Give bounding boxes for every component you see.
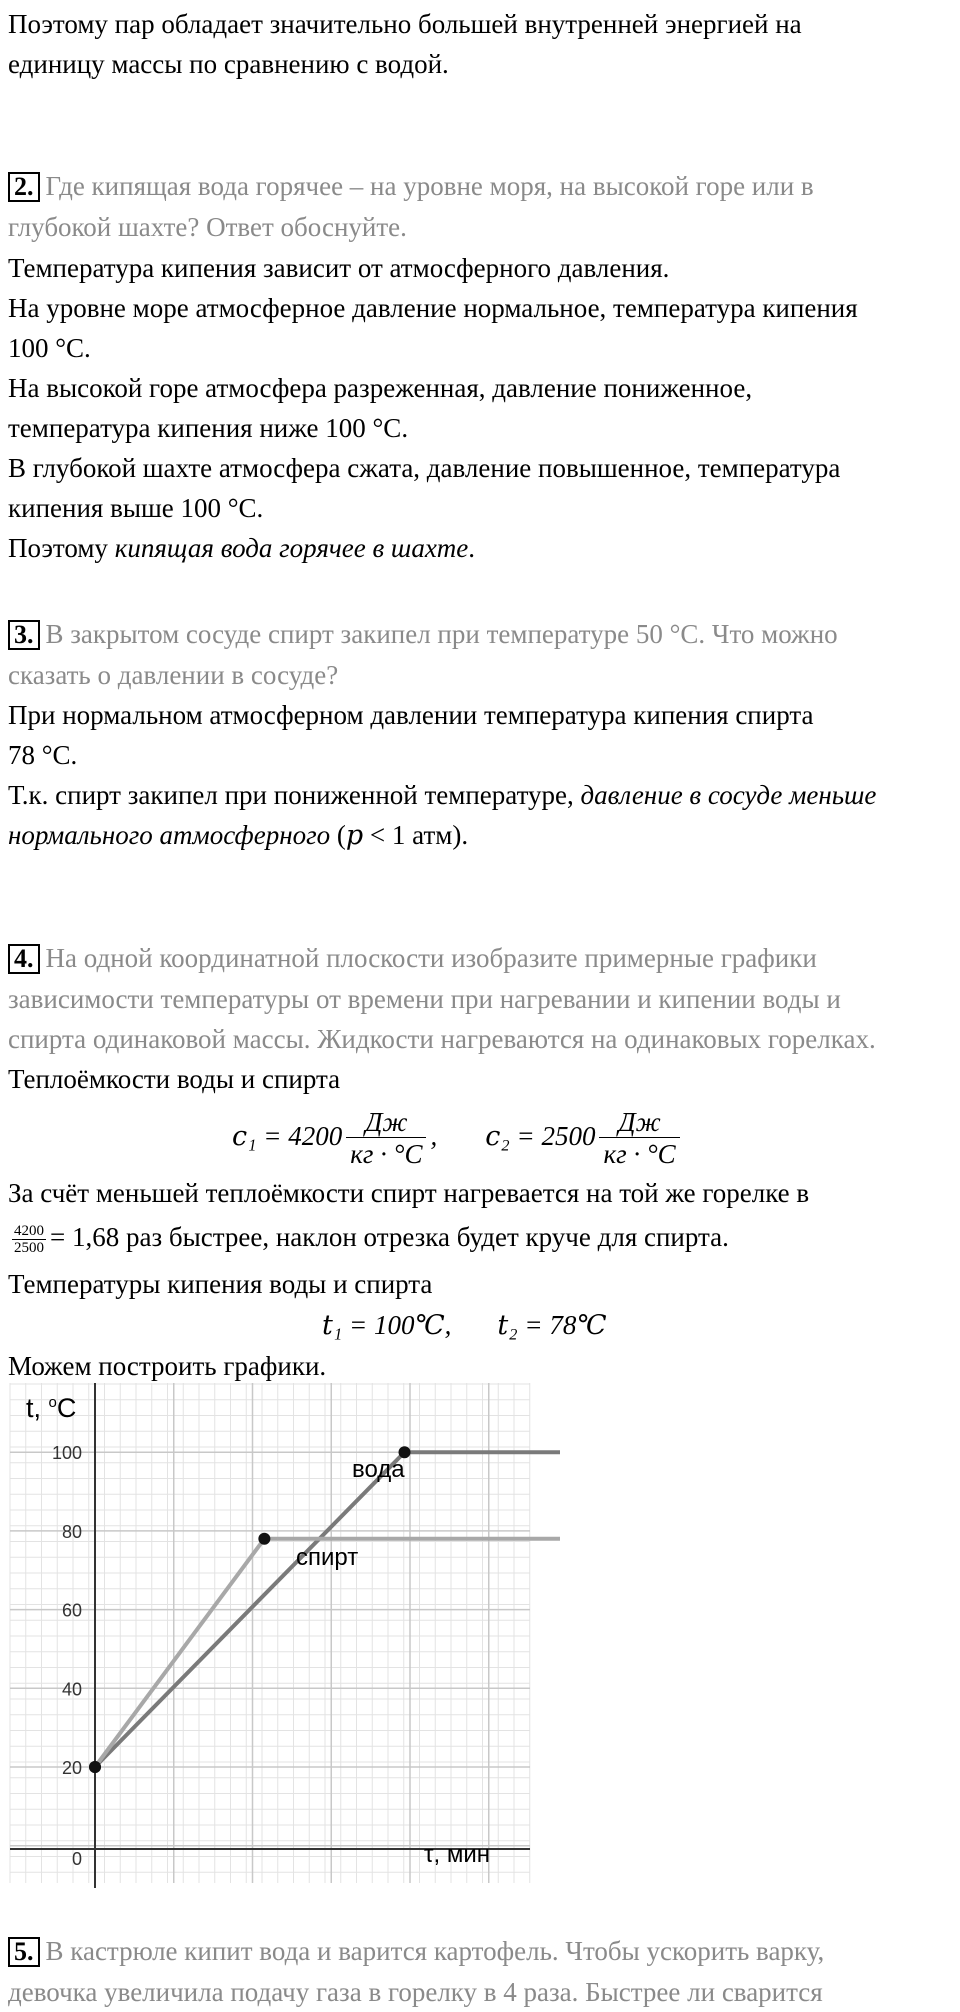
y-tick-label: 100 xyxy=(51,1443,82,1464)
q2-answer-line-2: На уровне море атмосферное давление нормальное, температура кипения xyxy=(8,293,858,323)
q3-answer-line-2: 78 °С. xyxy=(8,740,78,770)
q2-conclusion-emphasis: кипящая вода горячее в шахте xyxy=(114,533,469,563)
data-point xyxy=(89,1761,101,1773)
y-tick-label: 40 xyxy=(61,1679,82,1700)
q3-answer-emphasis-2: нормального атмосферного xyxy=(8,820,331,850)
c2-unit-fraction xyxy=(599,1107,679,1170)
q2-number: 2. xyxy=(8,172,40,202)
q2-conclusion-prefix: Поэтому xyxy=(8,533,115,563)
temperature-time-chart xyxy=(0,1383,560,1893)
data-point xyxy=(258,1533,270,1545)
intro-line-2: единицу массы по сравнению с водой. xyxy=(8,49,449,79)
q3-pressure-formula: (𝑝 < 1 атм). xyxy=(330,820,469,850)
q3-answer-prefix: Т.к. спирт закипел при пониженной температуре, xyxy=(8,780,581,810)
q4-number: 4. xyxy=(8,944,40,974)
q2-answer-line-3: 100 °С. xyxy=(8,333,91,363)
q2-answer-line-4: На высокой горе атмосфера разреженная, давление пониженное, xyxy=(8,373,753,403)
q4-answer-line-5: Можем построить графики. xyxy=(8,1351,327,1381)
q2-conclusion-suffix: . xyxy=(468,533,476,563)
q4-answer-line-3 xyxy=(8,1215,729,1259)
q5-question-line-1 xyxy=(8,1931,824,1971)
c1-unit-numerator: Дж xyxy=(346,1107,426,1138)
y-tick-label: 0 xyxy=(71,1849,82,1869)
q4-question-line-3: спирта одинаковой массы. Жидкости нагреваются на одинаковых горелках. xyxy=(8,1024,876,1054)
heat-capacity-formula xyxy=(232,1100,684,1172)
q3-answer-line-1: При нормальном атмосферном давлении температура кипения спирта xyxy=(8,700,814,730)
q4-answer-line-2: За счёт меньшей теплоёмкости спирт нагревается на той же горелке в xyxy=(8,1178,810,1208)
q4-question-text-1: На одной координатной плоскости изобразите примерные графики xyxy=(45,943,817,973)
series-label-alcohol: спирт xyxy=(296,1544,359,1571)
chart-minor-grid xyxy=(10,1383,530,1883)
boiling-temperatures-formula xyxy=(322,1305,607,1345)
q3-question-line-2: сказать о давлении в сосуде? xyxy=(8,660,339,690)
chart-y-axis-label-main: t, xyxy=(26,1393,49,1423)
q3-question-line-1 xyxy=(8,614,838,654)
q2-answer-line-7: кипения выше 100 °С. xyxy=(8,493,264,523)
t1-expression: 𝑡₁ = 100℃, xyxy=(322,1310,452,1340)
ratio-fraction xyxy=(12,1223,46,1256)
q4-answer-line-1: Теплоёмкости воды и спирта xyxy=(8,1064,341,1094)
q2-conclusion xyxy=(8,528,475,568)
intro-line-1: Поэтому пар обладает значительно большей внутренней энергией на xyxy=(8,9,802,39)
q4-answer-line-4: Температуры кипения воды и спирта xyxy=(8,1269,433,1299)
y-tick-label: 80 xyxy=(61,1521,82,1542)
q3-answer-emphasis-1: давление в сосуде меньше xyxy=(580,780,877,810)
q3-answer-line-4 xyxy=(8,815,468,855)
q2-question-text-1: Где кипящая вода горячее – на уровне моря, на высокой горе или в xyxy=(45,171,814,201)
y-tick-label: 20 xyxy=(61,1758,82,1778)
ratio-denominator: 2500 xyxy=(14,1240,44,1257)
formula-separator: , xyxy=(430,1121,438,1151)
q3-question-text-1: В закрытом сосуде спирт закипел при температуре 50 °С. Что можно xyxy=(45,619,838,649)
chart-tick-labels xyxy=(52,1443,82,1869)
c1-unit-denominator: кг · °С xyxy=(350,1139,423,1170)
c1-unit-fraction xyxy=(346,1107,426,1170)
q2-answer-line-5: температура кипения ниже 100 °С. xyxy=(8,413,409,443)
c1-expression: 𝑐₁ = 4200 xyxy=(232,1121,343,1151)
ratio-numerator: 4200 xyxy=(14,1223,44,1240)
q5-number: 5. xyxy=(8,1937,40,1967)
chart-y-axis-label-degree: о xyxy=(48,1394,57,1411)
q2-answer-line-6: В глубокой шахте атмосфера сжата, давление повышенное, температура xyxy=(8,453,841,483)
t2-expression: 𝑡₂ = 78℃ xyxy=(497,1310,607,1340)
q4-question-line-2: зависимости температуры от времени при нагревании и кипении воды и xyxy=(8,984,841,1014)
series-label-water: вода xyxy=(352,1456,405,1483)
q3-answer-line-3 xyxy=(8,775,876,815)
y-tick-label: 60 xyxy=(61,1600,82,1621)
q2-question-line-1 xyxy=(8,166,814,206)
chart-y-axis-label-unit: С xyxy=(56,1393,77,1423)
chart-major-grid xyxy=(10,1383,530,1883)
chart-x-axis-label: τ, мин xyxy=(424,1841,490,1868)
q3-number: 3. xyxy=(8,620,40,650)
c2-unit-numerator: Дж xyxy=(599,1107,679,1138)
ratio-result-text: = 1,68 раз быстрее, наклон отрезка будет круче для спирта. xyxy=(50,1222,729,1252)
q5-question-text-1: В кастрюле кипит вода и варится картофель. Чтобы ускорить варку, xyxy=(45,1936,825,1966)
q4-question-line-1 xyxy=(8,938,817,978)
c2-unit-denominator: кг · °С xyxy=(603,1139,676,1170)
q2-question-line-2: глубокой шахте? Ответ обоснуйте. xyxy=(8,212,407,242)
q2-answer-line-1: Температура кипения зависит от атмосферного давления. xyxy=(8,253,670,283)
chart-y-axis-label xyxy=(26,1393,76,1423)
q5-question-line-2: девочка увеличила подачу газа в горелку в 4 раза. Быстрее ли сварится xyxy=(8,1977,823,2007)
c2-expression: 𝑐₂ = 2500 xyxy=(485,1121,596,1151)
